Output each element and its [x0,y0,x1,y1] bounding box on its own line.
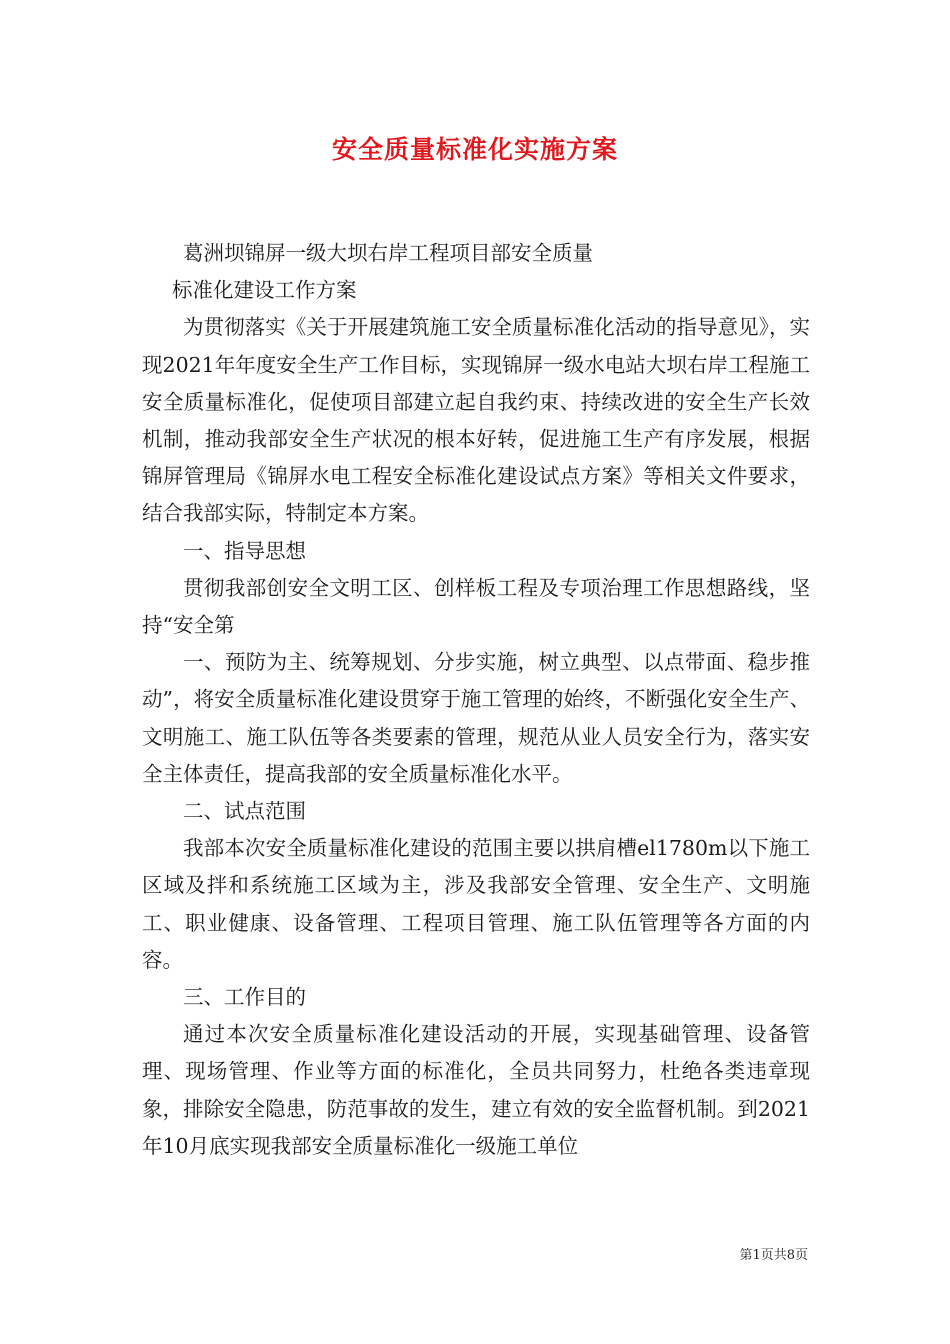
body-paragraph: 为贯彻落实《关于开展建筑施工安全质量标准化活动的指导意见》，实现2021年年度安全生产工作目标，实现锦屏一级水电站大坝右岸工程施工安全质量标准化，促使项目部建立起自我约束、持续改进的安全生产长效机制，推动我部安全生产状况的根本好转，促进施工生产有序发展，根据锦屏管理局《锦屏水电工程安全标准化建设试点方案》等相关文件要求，结合我部实际，特制定本方案。 [142,315,810,526]
section-heading: 一、指导思想 [183,538,306,563]
section-heading: 三、工作目的 [183,985,306,1010]
body-paragraph: 通过本次安全质量标准化建设活动的开展，实现基础管理、设备管理、现场管理、作业等方面的标准化，全员共同努力，杜绝各类违章现象，排除安全隐患，防范事故的发生，建立有效的安全监督机制。到2021年10月底实现我部安全质量标准化一级施工单位 [142,1022,810,1158]
section-heading: 二、试点范围 [183,799,306,824]
body-paragraph: 葛洲坝锦屏一级大坝右岸工程项目部安全质量 [183,241,593,265]
document-title: 安全质量标准化实施方案 [331,135,618,164]
body-paragraph: 贯彻我部创安全文明工区、创样板工程及专项治理工作思想路线，坚持“安全第 [142,575,810,638]
document-body [142,235,810,1165]
body-paragraph: 标准化建设工作方案 [172,278,357,303]
body-paragraph: 一、预防为主、统筹规划、分步实施，树立典型、以点带面、稳步推动”，将安全质量标准化建设贯穿于施工管理的始终，不断强化安全生产、文明施工、施工队伍等各类要素的管理，规范从业人员安全行为，落实安全主体责任，提高我部的安全质量标准化水平。 [142,650,810,786]
body-paragraph: 我部本次安全质量标准化建设的范围主要以拱肩槽el1780m以下施工区域及拌和系统施工区域为主，涉及我部安全管理、安全生产、文明施工、职业健康、设备管理、工程项目管理、施工队伍管理等各方面的内容。 [142,836,810,972]
page-number: 第1页共8页 [739,1248,808,1263]
